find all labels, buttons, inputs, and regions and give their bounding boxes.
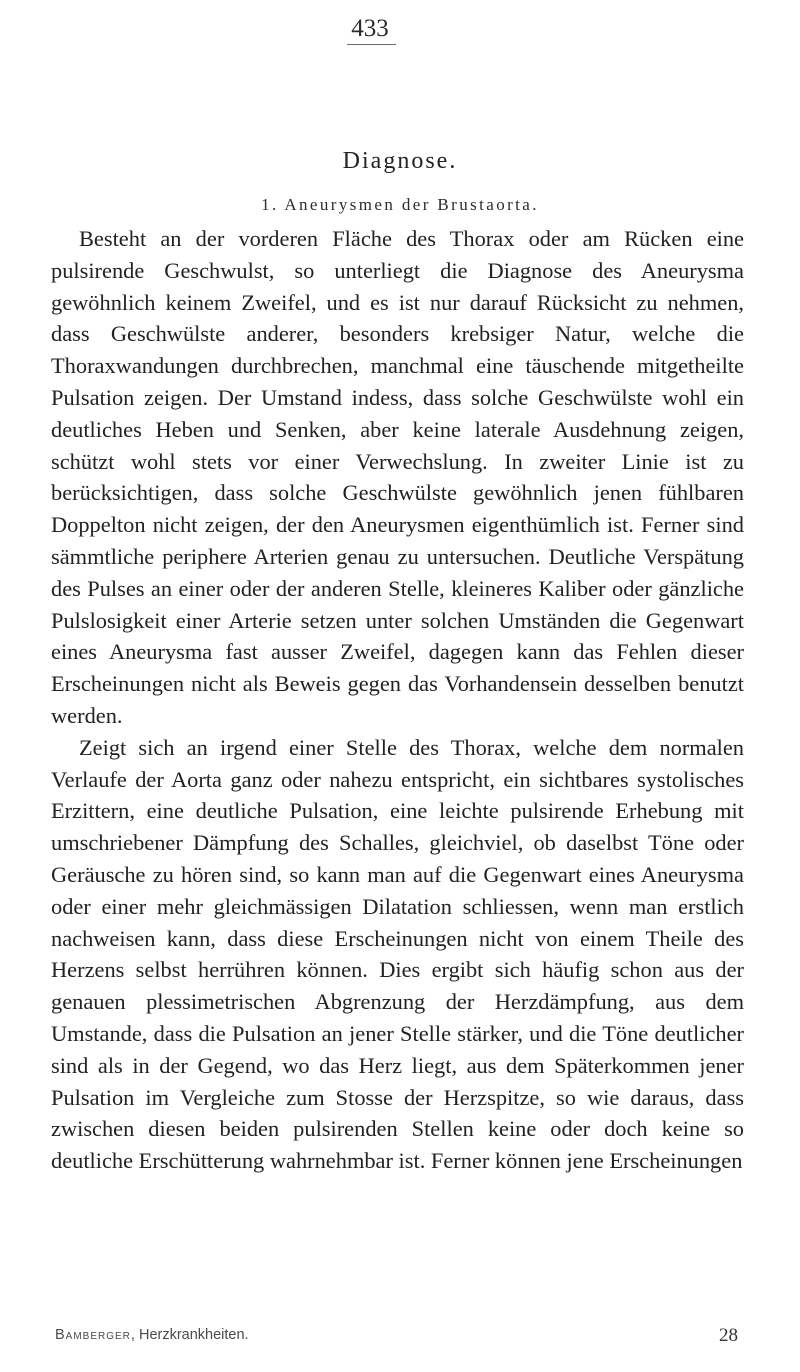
section-title: Diagnose. <box>342 148 458 174</box>
footer-reference: Bamberger, Herzkrankheiten. <box>55 1327 249 1343</box>
footer-title: Herzkrankheiten. <box>138 1327 249 1343</box>
page-number: 433 <box>351 15 389 42</box>
signature-mark: 28 <box>719 1325 738 1346</box>
page-number-underline <box>347 44 396 45</box>
body-text <box>51 223 744 1177</box>
paragraph: Zeigt sich an irgend einer Stelle des Thorax, welche dem normalen Verlaufe der Aorta ganz oder nahezu entspricht, ein sichtbares systolisches Erzittern, eine deutliche Pulsation, eine leichte pulsirende Erhebung mit umschriebener Dämpfung des Schalles, gleichviel, ob daselbst Töne oder Geräusche zu hören sind, so kann man auf die Gegenwart eines Aneurysma oder einer mehr gleichmässigen Dilatation schliessen, wenn man erstlich nachweisen kann, dass diese Erscheinungen nicht von einem Theile des Herzens selbst herrühren können. Dies ergibt sich häufig schon aus der genauen plessimetrischen Abgrenzung der Herzdämpfung, aus dem Umstande, dass die Pulsation an jener Stelle stärker, und die Töne deutlicher sind als in der Gegend, wo das Herz liegt, aus dem Späterkommen jener Pulsation im Vergleiche zum Stosse der Herzspitze, so wie daraus, dass zwischen diesen beiden pulsirenden Stellen keine oder doch keine so deutliche Erschütterung wahrnehmbar ist. Ferner können jene Erscheinungen <box>51 734 744 1174</box>
paragraph: Besteht an der vorderen Fläche des Thorax oder am Rücken eine pulsirende Geschwulst, so unterliegt die Diagnose des Aneurysma gewöhnlich keinem Zweifel, und es ist nur darauf Rücksicht zu nehmen, dass Geschwülste anderer, besonders krebsiger Natur, welche die Thoraxwandungen durchbrechen, manchmal eine täuschende mitgetheilte Pulsation zeigen. Der Umstand indess, dass solche Geschwülste wohl ein deutliches Heben und Senken, aber keine laterale Ausdehnung zeigen, schützt wohl stets vor einer Verwechslung. In zweiter Linie ist zu berücksichtigen, dass solche Geschwülste gewöhnlich jenen fühlbaren Doppelton nicht zeigen, der den Aneurysmen eigenthümlich ist. Ferner sind sämmtliche periphere Arterien genau zu untersuchen. Deutliche Verspätung des Pulses an einer oder der anderen Stelle, kleineres Kaliber oder gänzliche Pulslosigkeit einer Arterie setzen unter solchen Umständen die Gegenwart eines Aneurysma fast ausser Zweifel, dagegen kann das Fehlen dieser Erscheinungen nicht als Beweis gegen das Vorhandensein desselben benutzt werden. <box>51 226 744 728</box>
footer-author: Bamberger <box>55 1327 131 1343</box>
subsection-title: 1. Aneurysmen der Brustaorta. <box>261 195 539 214</box>
page-footer <box>51 1325 744 1349</box>
